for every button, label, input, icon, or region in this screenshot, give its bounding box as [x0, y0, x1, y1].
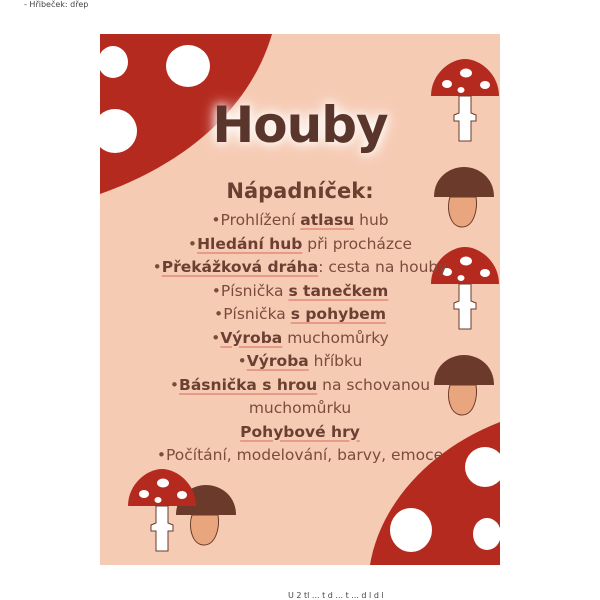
- list-item: •Prohlížení atlasu hub: [211, 211, 389, 229]
- list-item: muchomůrku: [248, 399, 352, 417]
- houby-poster: [100, 34, 500, 565]
- poster-subtitle: Nápadníček:: [226, 179, 374, 203]
- top-caption: - Hřibeček: dřep: [24, 0, 89, 9]
- list-item: •Písnička s pohybem: [214, 305, 386, 323]
- list-item: •Počítání, modelování, barvy, emoce: [156, 446, 444, 464]
- list-item: •Výroba muchomůrky: [211, 328, 389, 347]
- ideas-list: [135, 209, 465, 468]
- poster-title: Houby: [212, 96, 388, 154]
- list-item: •Hledání hub při procházce: [187, 234, 413, 253]
- list-item: •Výroba hříbku: [237, 352, 363, 370]
- bottom-caption: U 2 tl ... t d ... t ... d l d l: [288, 591, 384, 600]
- list-item: •Písnička s tanečkem: [211, 281, 389, 300]
- list-item: •Básnička s hrou na schovanou: [169, 375, 431, 394]
- list-item: Pohybové hry: [240, 422, 360, 441]
- list-item: •Překážková dráha: cesta na houby: [152, 258, 448, 276]
